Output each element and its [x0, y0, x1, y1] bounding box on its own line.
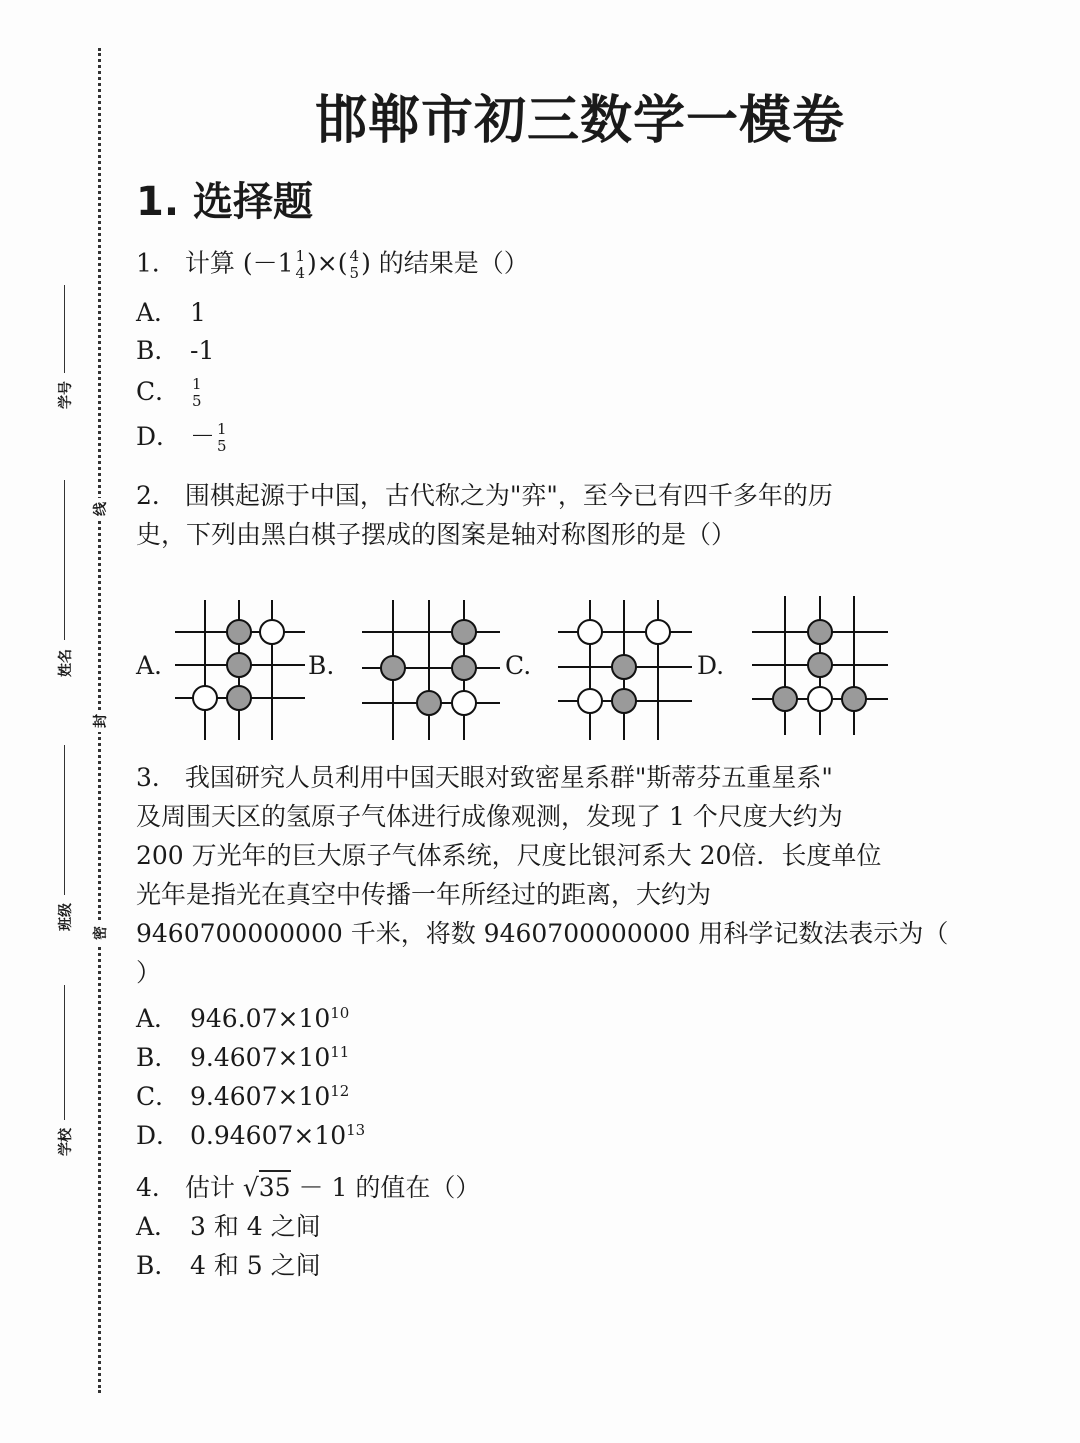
gray-stone [612, 655, 636, 679]
white-stone [578, 689, 602, 713]
gray-stone [381, 656, 405, 680]
question-2-option-b-label[interactable]: B. [308, 651, 335, 680]
question-3-stem-line-3: 200 万光年的巨大原子气体系统，尺度比银河系大 20倍．长度单位 [136, 841, 882, 870]
student-number-field [55, 285, 77, 425]
gray-stone [417, 691, 441, 715]
white-stone [578, 620, 602, 644]
question-2-option-d-label[interactable]: D. [697, 651, 725, 680]
question-3-option-c[interactable]: C． $9.4607\times 10^{12}$ [136, 1082, 350, 1111]
gray-stone [452, 656, 476, 680]
student-name-field [55, 480, 77, 695]
fraction: 1 5 [217, 420, 227, 455]
fraction: 4 5 [349, 247, 360, 282]
school-blank [64, 985, 65, 1120]
seal-mark-seal: 封 [90, 710, 112, 732]
question-number: 1． [136, 248, 177, 278]
class-label: 班级 [58, 903, 74, 931]
seal-mark-secret: 密 [90, 922, 112, 944]
sqrt-sign: √ [242, 1173, 259, 1202]
question-1-option-c[interactable]: C． 1 5 [136, 375, 202, 410]
question-3-stem-line-2: 及周围天区的氢原子气体进行成像观测，发现了 1 个尺度大约为 [136, 802, 843, 831]
question-3-stem-line-6: ） [136, 958, 162, 987]
gray-stone [808, 653, 832, 677]
go-board-b[interactable] [362, 600, 500, 740]
question-number: 3． [136, 763, 177, 792]
question-3-option-a[interactable]: A． $946.07\times 10^{10}$ [136, 1004, 350, 1033]
board-grid [752, 596, 888, 735]
gray-stone [773, 687, 797, 711]
student-number-label: 学号 [58, 381, 74, 409]
board-grid [362, 600, 500, 740]
gray-stone [452, 620, 476, 644]
student-name-label: 姓名 [58, 649, 74, 677]
student-name-blank [64, 480, 65, 640]
question-3-option-b[interactable]: B． $9.4607\times 10^{11}$ [136, 1043, 350, 1072]
question-1-option-b[interactable]: B． -1 [136, 336, 215, 365]
question-1-option-d[interactable]: D． － 1 5 [136, 420, 227, 455]
fraction: 1 5 [192, 375, 202, 410]
go-board-c[interactable] [558, 600, 692, 740]
fraction: 1 4 [295, 247, 306, 282]
question-2-option-a-label[interactable]: A. [136, 651, 163, 680]
section-heading: 1. 选择题 [136, 179, 313, 225]
seal-mark-line: 线 [90, 498, 112, 520]
question-number: 2． [136, 481, 177, 510]
question-3-stem-line-4: 光年是指光在真空中传播一年所经过的距离，大约为 [136, 880, 712, 909]
gray-stone [227, 686, 251, 710]
question-3-option-d[interactable]: D． $0.94607\times 10^{13}$ [136, 1121, 366, 1150]
board-grid [558, 600, 692, 740]
question-3-stem-line-5: 9460700000000 千米，将数 9460700000000 用科学记数法表示为（ [136, 919, 949, 948]
question-2-stem-line-1: 2． 围棋起源于中国，古代称之为"弈"，至今已有四千多年的历 [136, 481, 833, 510]
question-2-stem-line-2: 史，下列由黑白棋子摆成的图案是轴对称图形的是（） [136, 520, 737, 549]
white-stone [646, 620, 670, 644]
board-grid [175, 600, 305, 740]
page-title: 邯郸市初三数学一模卷 [314, 91, 845, 151]
school-field [55, 985, 77, 1170]
class-field [55, 745, 77, 935]
question-3-stem-line-1: 3． 我国研究人员利用中国天眼对致密星系群"斯蒂芬五重星系" [136, 763, 833, 792]
gray-stone [808, 620, 832, 644]
sqrt-radicand: 35 [259, 1170, 291, 1202]
student-number-blank [64, 285, 65, 373]
gray-stone [612, 689, 636, 713]
white-stone [193, 686, 217, 710]
question-4-stem: 4． 估计 √35 － 1 的值在（） [136, 1173, 480, 1203]
gray-stone [227, 620, 251, 644]
go-board-d[interactable] [752, 596, 888, 735]
white-stone [260, 620, 284, 644]
question-4-option-a[interactable]: A． 3 和 4 之间 [136, 1212, 321, 1241]
go-board-a[interactable] [175, 600, 305, 740]
gray-stone [227, 653, 251, 677]
question-number: 4． [136, 1173, 177, 1202]
white-stone [808, 687, 832, 711]
question-2-option-c-label[interactable]: C. [505, 651, 532, 680]
gray-stone [842, 687, 866, 711]
white-stone [452, 691, 476, 715]
question-4-option-b[interactable]: B． 4 和 5 之间 [136, 1251, 321, 1280]
school-label: 学校 [58, 1128, 74, 1156]
question-1-option-a[interactable]: A． 1 [136, 298, 206, 327]
class-blank [64, 745, 65, 895]
question-1-stem: 1． 计算 (－1 1 4 )×( 4 5 ) 的结果是（） [136, 247, 529, 282]
